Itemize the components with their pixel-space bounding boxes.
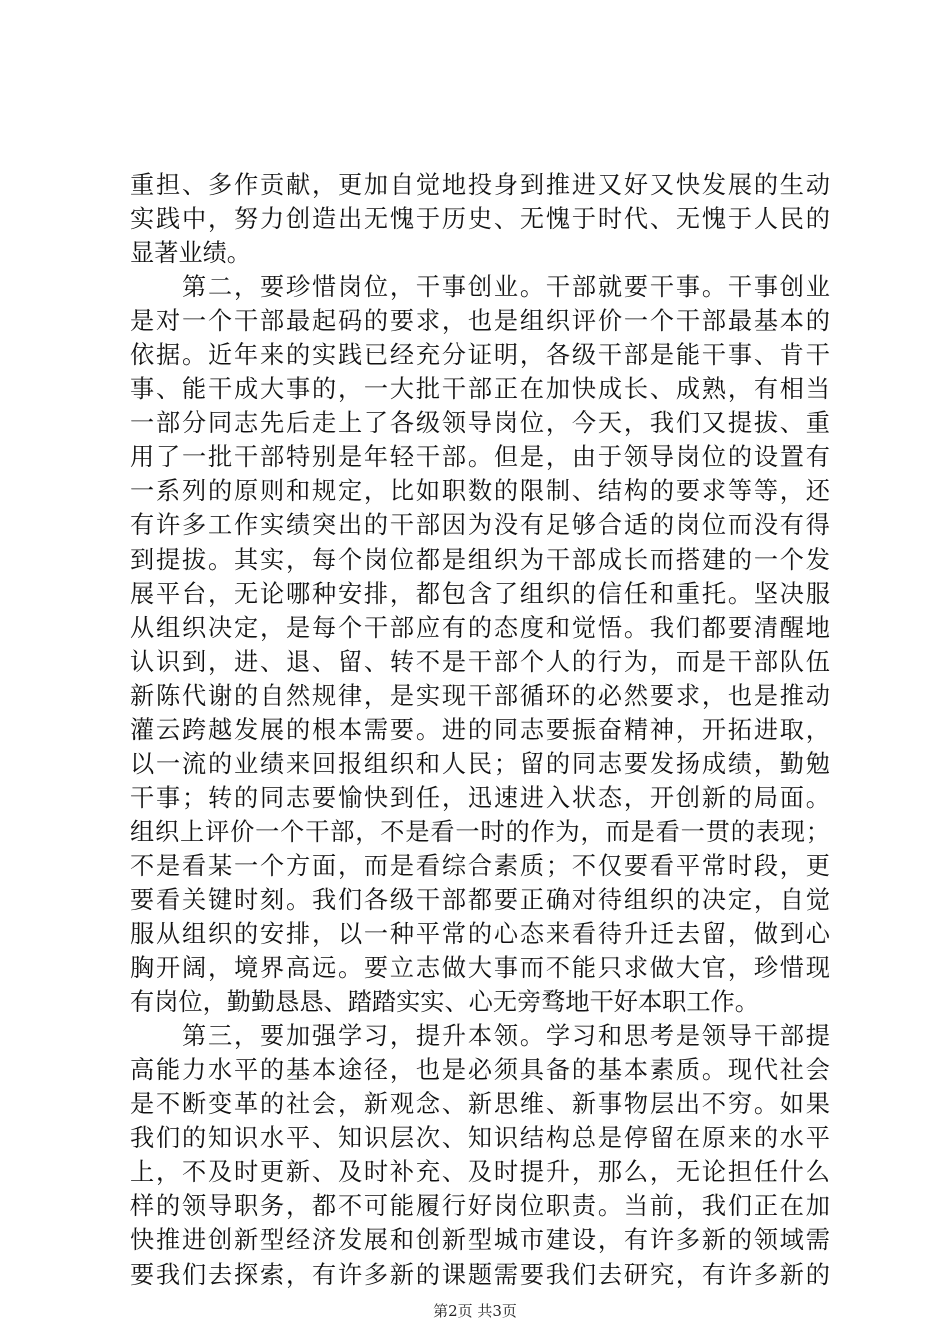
text-line: 干事；转的同志要愉快到任，迅速进入状态，开创新的局面。 xyxy=(130,783,830,812)
text-line: 快推进创新型经济发展和创新型城市建设，有许多新的领域需 xyxy=(130,1226,830,1255)
text-line: 一系列的原则和规定，比如职数的限制、结构的要求等等，还 xyxy=(130,477,830,506)
text-line: 有岗位，勤勤恳恳、踏踏实实、心无旁骛地干好本职工作。 xyxy=(130,988,759,1017)
text-line: 要我们去探索，有许多新的课题需要我们去研究，有许多新的 xyxy=(130,1260,830,1289)
text-line: 要看关键时刻。我们各级干部都要正确对待组织的决定，自觉 xyxy=(130,885,830,914)
text-line: 上，不及时更新、及时补充、及时提升，那么，无论担任什么 xyxy=(130,1158,830,1187)
text-line: 实践中，努力创造出无愧于历史、无愧于时代、无愧于人民的 xyxy=(130,205,830,234)
text-line: 服从组织的安排，以一种平常的心态来看待升迁去留，做到心 xyxy=(130,920,830,949)
text-line: 样的领导职务，都不可能履行好岗位职责。当前，我们正在加 xyxy=(130,1192,830,1221)
document-body xyxy=(130,168,830,1292)
text-line: 事、能干成大事的，一大批干部正在加快成长、成熟，有相当 xyxy=(130,375,830,404)
text-line: 第二，要珍惜岗位，干事创业。干部就要干事。干事创业 xyxy=(130,273,830,302)
text-line: 胸开阔，境界高远。要立志做大事而不能只求做大官，珍惜现 xyxy=(130,954,830,983)
page-footer xyxy=(0,1301,950,1321)
text-line: 灌云跨越发展的根本需要。进的同志要振奋精神，开拓进取， xyxy=(130,715,830,744)
text-line: 以一流的业绩来回报组织和人民；留的同志要发扬成绩，勤勉 xyxy=(130,749,830,778)
text-line: 重担、多作贡献，更加自觉地投身到推进又好又快发展的生动 xyxy=(130,171,830,199)
text-line: 从组织决定，是每个干部应有的态度和觉悟。我们都要清醒地 xyxy=(130,613,830,642)
text-line: 是不断变革的社会，新观念、新思维、新事物层出不穷。如果 xyxy=(130,1090,830,1119)
text-line: 一部分同志先后走上了各级领导岗位，今天，我们又提拔、重 xyxy=(130,409,830,438)
text-line: 有许多工作实绩突出的干部因为没有足够合适的岗位而没有得 xyxy=(130,511,830,540)
text-line: 我们的知识水平、知识层次、知识结构总是停留在原来的水平 xyxy=(130,1124,830,1153)
text-line: 用了一批干部特别是年轻干部。但是，由于领导岗位的设置有 xyxy=(130,443,830,472)
text-line: 新陈代谢的自然规律，是实现干部循环的必然要求，也是推动 xyxy=(130,681,830,710)
text-line: 依据。近年来的实践已经充分证明，各级干部是能干事、肯干 xyxy=(130,341,830,370)
page-number-label: 第2页 共3页 xyxy=(433,1302,517,1320)
text-line: 是对一个干部最起码的要求，也是组织评价一个干部最基本的 xyxy=(130,307,830,336)
text-line: 高能力水平的基本途径，也是必须具备的基本素质。现代社会 xyxy=(130,1056,830,1085)
text-line: 展平台，无论哪种安排，都包含了组织的信任和重托。坚决服 xyxy=(130,579,830,608)
text-line: 第三，要加强学习，提升本领。学习和思考是领导干部提 xyxy=(130,1022,830,1051)
text-line: 认识到，进、退、留、转不是干部个人的行为，而是干部队伍 xyxy=(130,647,830,676)
text-line: 组织上评价一个干部，不是看一时的作为，而是看一贯的表现； xyxy=(130,817,830,846)
text-line: 到提拔。其实，每个岗位都是组织为干部成长而搭建的一个发 xyxy=(130,545,830,574)
text-line: 不是看某一个方面，而是看综合素质；不仅要看平常时段，更 xyxy=(130,851,830,880)
text-line: 显著业绩。 xyxy=(130,239,251,268)
